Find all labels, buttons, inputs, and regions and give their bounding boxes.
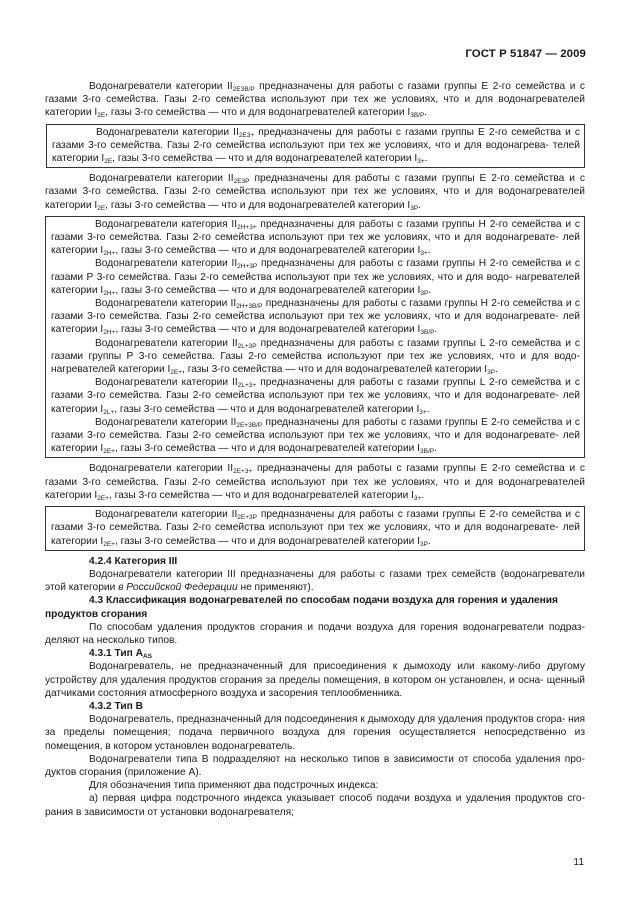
paragraph-cat-2e3plus: Водонагреватели категории $II_{2E3+}$ предназначены для работы с газами группы Е 2-го семейства и с газами 3-го семейства. Газы 2-го семейства используют при тех же условиях, что и для водонагрева- телей категории $I_{2E}$, газы 3-го семейства — что и для водонагревателей категории $I_{3+}$.	[52, 126, 580, 166]
section-heading-4-3-1: 4.3.1 Тип $A_{AS}$	[89, 648, 152, 661]
paragraph-cat-2lplus3plus: Водонагреватели категории $II_{2L+3+}$ предназначены для работы с газами группы L 2-го семейства и с газами 3-го семейства. Газы 2-го семейства используют при тех же условиях, что и для водонагревате- лей категории $I_{2L+}$, газы 3-го семейства — что и для водонагревателей категории $I_{3+}$.	[51, 377, 580, 416]
paragraph-cat-2hplus3p: Водонагреватели категории $II_{2H+3P}$ предназначены для работы с газами группы Н 2-го семейства и с газами Р 3-го семейства. Газы 2-го семейства используют при тех же условиях, что и для водо- нагревателей категории $I_{2H+}$, газы 3-го семейства — что и для водонагревателей категории $I_{3P}$.	[51, 258, 580, 297]
section-4-3-2-text-2: Водонагреватели типа B подразделяют на несколько типов в зависимости от способа удаления про- дуктов сгорания (приложение А).	[45, 753, 585, 778]
page-body	[45, 80, 585, 819]
framed-block-1	[46, 124, 585, 169]
paragraph-cat-2hplus3bp: Водонагреватели категории $II_{2H+3B/P}$ предназначены для работы с газами группы Н 2-го семейства и с газами 3-го семейства. Газы 2-го семейства используют при тех же условиях, что и для водонагревате- лей категории $I_{2H+}$, газы 3-го семейства — что и для водонагревателей категории $I_{3B/P}$.	[51, 298, 580, 337]
section-heading-4-3-2: 4.3.2 Тип B	[89, 700, 143, 712]
document-header: ГОСТ Р 51847 — 2009	[465, 48, 586, 60]
paragraph-cat-2e3bp: Водонагреватели категории $II_{2E3B/P}$ предназначены для работы с газами группы Е 2-го семейства и с газами 3-го семейства. Газы 2-го семейства используют при тех же условиях, что и для водонагревателей категории $I_{2E}$, газы 3-го семейства — что и для водонагревателей категории $I_{3B/P}$.	[45, 81, 585, 120]
paragraph-cat-2eplus3p: Водонагреватели категории $II_{2E+3P}$ предназначены для работы с газами группы Е 2-го семейства и с газами 3-го семейства. Газы 2-го семейства используют при тех же условиях, что и для водонагревате- лей категории $I_{2E+}$, газы 3-го семейства — что и для водонагревателей категории $I_{3P}$.	[51, 509, 580, 548]
section-4-3-2-text-3: Для обозначения типа применяют два подстрочных индекса:	[89, 780, 379, 792]
section-heading-4-3: 4.3 Классификация водонагревателей по способам подачи воздуха для горения и удаления продуктов сгорания	[45, 595, 558, 620]
section-4-3-text: По способам удаления продуктов сгорания и подачи воздуха для горения водонагреватели подраз- деляют на несколько типов.	[45, 621, 585, 646]
section-4-2-4-text: Водонагреватели категории III предназначены для работы с газами трех семейств (водонагреватели этой категории в Российской Федерации не применяют).	[45, 568, 585, 594]
paragraph-cat-2e3p: Водонагреватели категории $II_{2E3P}$ предназначены для работы с газами группы Е 2-го семейства и с газами 3-го семейства. Газы 2-го семейства используют при тех же условиях, что и для водонагревателей категории $I_{2E}$, газы 3-го семейства — что и для водонагревателей категории $I_{3P}$.	[45, 173, 585, 212]
paragraph-cat-2eplus3plus: Водонагреватели категории $II_{2E+3+}$ предназначены для работы с газами группы Е 2-го семейства и с газами 3-го семейства. Газы 2-го семейства используют при тех же условиях, что и для водонагревателей категории $I_{2E+}$, газы 3-го семейства — что и для водонагревателей категории $I_{3+}$.	[45, 463, 585, 502]
framed-block-3	[45, 506, 585, 551]
page-number: 11	[573, 857, 584, 868]
section-4-3-2-text-1: Водонагреватель, предназначенный для подсоединения к дымоходу для удаления продуктов сгора- ния за пределы помещения; подача первичного воздуха для горения осуществляется непосредственно из помещения, в котором установлен водонагреватель.	[45, 714, 585, 752]
section-4-3-1-text: Водонагреватель, не предназначенный для присоединения к дымоходу или какому-либо другому устройству для удаления продуктов сгорания за пределы помещения, в котором он установлен, и осна- щенный датчиками состояния атмосферного воздуха и засорения теплообменника.	[45, 661, 585, 699]
paragraph-cat-2lplus3p: Водонагреватели категории $II_{2L+3P}$ предназначены для работы с газами группы L 2-го семейства и с газами группы Р 3-го семейства. Газы 2-го семейства используют при тех же условиях, что и для водо- нагревателей категории $I_{2E+}$, газы 3-го семейства — что и для водонагревателей категории $I_{3P}$.	[51, 337, 580, 377]
section-4-3-2-text-4: а) первая цифра подстрочного индекса указывает способ подачи воздуха и удаления продуктов сго- рания в зависимости от установки водонагревателя;	[45, 793, 585, 818]
paragraph-cat-2hplus3plus: Водонагреватели категория $II_{2H+3+}$ предназначены для работы с газами группы Н 2-го семейства и с газами 3-го семейства. Газы 2-го семейства используют при тех же условиях, что и для водонагревате- лей категории $I_{2H+}$, газы 3-го семейства — что и для водонагревателей категории $I_{3+}$.	[51, 218, 580, 258]
paragraph-cat-2eplus3bp: Водонагреватели категории $II_{2E+3B/P}$ предназначены для работы с газами группы Е 2-го семейства и с газами 3-го семейства. Газы 2-го семейства используют при тех же условиях, что и для водонагревате- лей категории $I_{2E+}$, газы 3-го семейства — что и для водонагревателей категории $I_{3B/P}$.	[51, 416, 580, 456]
framed-block-2	[45, 216, 585, 459]
section-heading-4-2-4: 4.2.4 Категория III	[89, 555, 178, 567]
